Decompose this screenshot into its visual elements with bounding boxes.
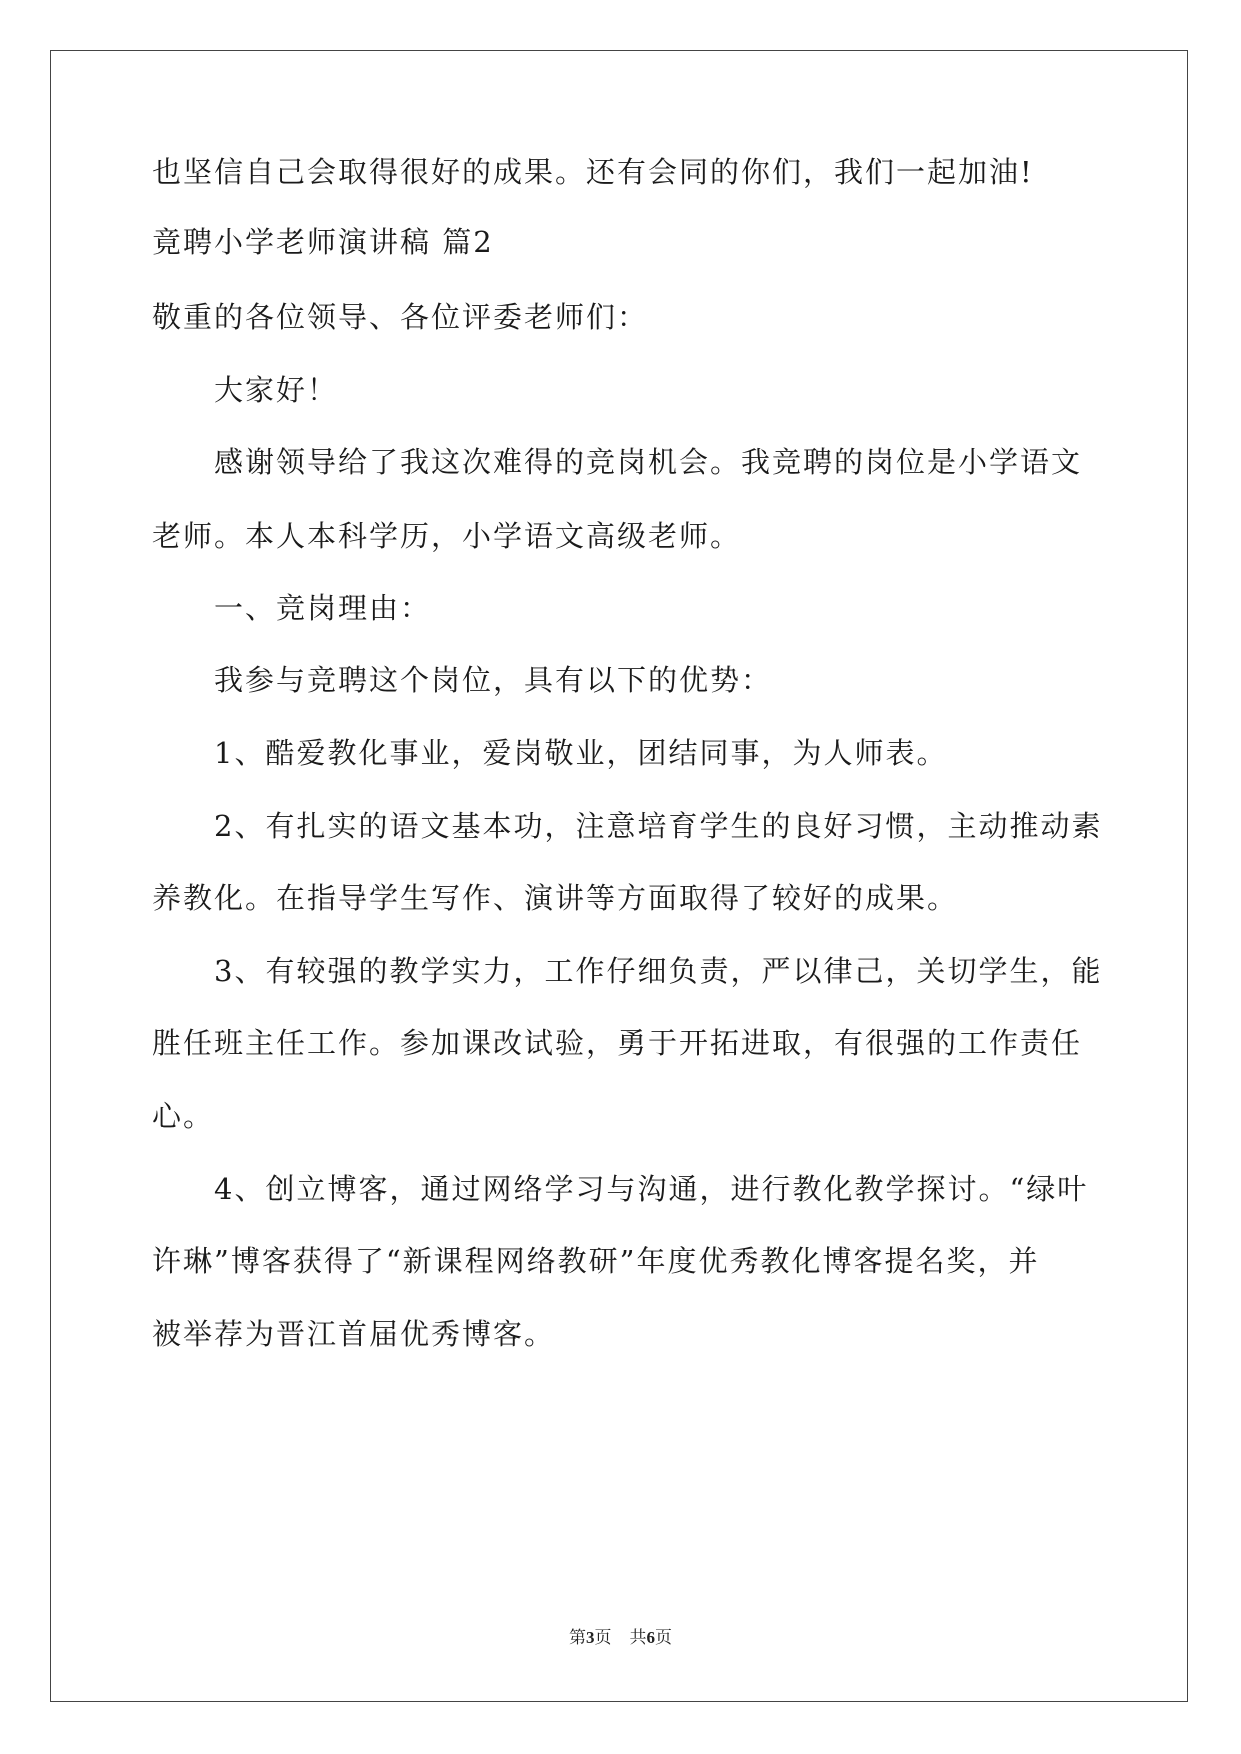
- list-item-1: 1、酷爱教化事业，爱岗敬业，团结同事，为人师表。: [214, 736, 948, 770]
- page-prefix: 第: [569, 1628, 586, 1647]
- list-item-2-line-1: 2、有扎实的语文基本功，注意培育学生的良好习惯，主动推动素: [214, 809, 1103, 843]
- paragraph-intro-line-2: 老师。本人本科学历，小学语文高级老师。: [152, 519, 742, 553]
- section-heading: 竟聘小学老师演讲稿 篇2: [152, 225, 494, 259]
- subheading-reasons: 一、竞岗理由：: [214, 591, 432, 625]
- list-item-3-line-1: 3、有较强的教学实力，工作仔细负责，严以律己，关切学生，能: [214, 954, 1103, 988]
- page-unit: 页: [594, 1628, 612, 1647]
- page-current: 3: [586, 1628, 595, 1647]
- list-item-3-line-2: 胜任班主任工作。参加课改试验，勇于开拓进取，有很强的工作责任: [152, 1026, 1083, 1060]
- paragraph-intro-line-1: 感谢领导给了我这次难得的竞岗机会。我竞聘的岗位是小学语文: [214, 445, 1083, 479]
- salutation: 敬重的各位领导、各位评委老师们：: [152, 300, 649, 334]
- list-item-4-line-3: 被举荐为晋江首届优秀博客。: [152, 1317, 556, 1351]
- list-item-4-line-2: 许琳”博客获得了“新课程网络教研”年度优秀教化博客提名奖，并: [152, 1244, 1040, 1278]
- total-prefix: 共: [629, 1628, 647, 1647]
- total-unit: 页: [655, 1628, 672, 1647]
- list-item-4-line-1: 4、创立博客，通过网络学习与沟通，进行教化教学探讨。“绿叶: [214, 1172, 1089, 1206]
- list-item-3-line-3: 心。: [152, 1099, 215, 1133]
- page-footer: [0, 1626, 1241, 1650]
- greeting: 大家好！: [214, 373, 339, 407]
- page-total: 6: [646, 1628, 655, 1647]
- paragraph-advantages: 我参与竞聘这个岗位，具有以下的优势：: [214, 663, 773, 697]
- list-item-2-line-2: 养教化。在指导学生写作、演讲等方面取得了较好的成果。: [152, 881, 959, 915]
- text-line-1: 也坚信自己会取得很好的成果。还有会同的你们，我们一起加油!: [152, 155, 1034, 189]
